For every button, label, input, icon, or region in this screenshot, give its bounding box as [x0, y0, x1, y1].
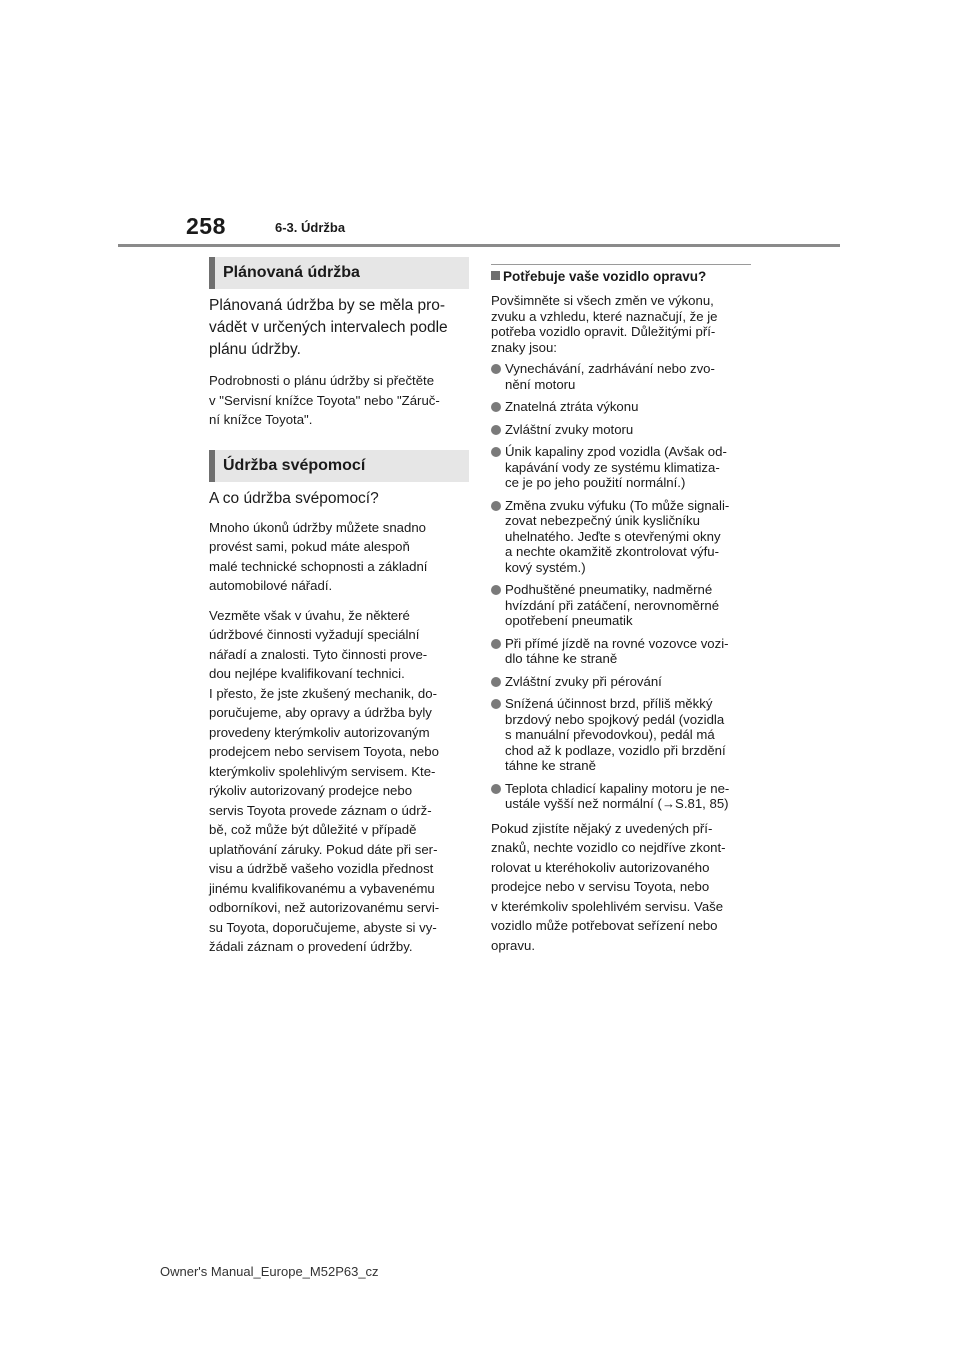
repair-intro: Povšimněte si všech změn ve výkonu, zvuku a vzhledu, které naznačují, že je potřeba vozidlo opravit. Důležitými pří- znaky jsou:: [491, 293, 718, 355]
subheading-divider: [491, 264, 751, 265]
subheading-repair: [491, 268, 751, 286]
list-item: [491, 498, 751, 576]
right-column: [491, 264, 751, 955]
circle-bullet-icon: [491, 677, 501, 687]
self-maintenance-para1: Mnoho úkonů údržby můžete snadno provést sami, pokud máte alespoň malé technické schopnosti a základní automobilové nářadí.: [209, 519, 428, 593]
list-item-text: Snížená účinnost brzd, příliš měkký brzdový nebo spojkový pedál (vozidla s manuální převodovkou), pedál má chod až k podlaze, vozidlo při brzdění táhne ke straně: [505, 696, 726, 773]
list-item-text: Podhuštěné pneumatiky, nadměrné hvízdání při zatáčení, nerovnoměrné opotřebení pneumatik: [505, 582, 720, 628]
list-item-text: Vynechávání, zadrhávání nebo zvo- nění motoru: [505, 361, 715, 392]
header-divider: [118, 244, 840, 247]
circle-bullet-icon: [491, 585, 501, 595]
page-number: 258: [186, 213, 226, 239]
list-item-text: Při přímé jízdě na rovné vozovce vozi- dlo táhne ke straně: [505, 635, 729, 666]
subheading-repair-text: Potřebuje vaše vozidlo opravu?: [503, 269, 707, 284]
circle-bullet-icon: [491, 364, 501, 374]
heading-self-maintenance: Údržba svépomocí: [209, 450, 469, 482]
circle-bullet-icon: [491, 402, 501, 412]
list-item: [491, 399, 751, 415]
repair-signs-list: [491, 361, 751, 812]
repair-outro: Pokud zjistíte nějaký z uvedených pří- znaků, nechte vozidlo co nejdříve zkont- rolovat u kteréhokoliv autorizovaného prodejce nebo v servisu Toyota, nebo v kterémkoliv spolehlivém servisu. Vaše vozidlo může potřebovat seřízení nebo opravu.: [491, 820, 726, 953]
list-item: [491, 582, 751, 629]
list-item: [491, 696, 751, 774]
list-item: [491, 674, 751, 690]
circle-bullet-icon: [491, 501, 501, 511]
list-item-text: Únik kapaliny zpod vozidla (Avšak od- kapávání vody ze systému klimatiza- ce je po jeho použití normální.): [505, 444, 727, 490]
heading-planned-maintenance: Plánovaná údržba: [209, 257, 469, 289]
square-bullet-icon: [491, 271, 500, 280]
self-maintenance-para2: Vezměte však v úvahu, že některé údržbové činnosti vyžadují speciální nářadí a znalosti. Tyto činnosti prove- dou nejlépe kvalifikovaní technici. I přesto, že jste zkušený mechanik, do- poručujeme, aby opravy a údržba byly provedeny kterýmkoliv autorizovaným prodejcem nebo servisem Toyota, nebo kterýmkoliv spolehlivým servisem. Kte- rýkoliv autorizovaný prodejce nebo servis Toyota provede záznam o údrž- bě, což může být důležité v případě uplatňování záruky. Pokud dáte při ser- visu a údržbě vašeho vozidla přednost jinému kvalifikovanému a vybavenému odborníkovi, než autorizovanému servi- su Toyota, doporučujeme, abyste si vy- žádali záznam o provedení údržby.: [209, 607, 440, 954]
list-item-text: Zvláštní zvuky při pérování: [505, 673, 662, 689]
list-item: [491, 781, 751, 812]
list-item: [491, 422, 751, 438]
planned-maintenance-lead: Plánovaná údržba by se měla pro- vádět v určených intervalech podle plánu údržby.: [209, 297, 448, 358]
list-item-text: Teplota chladicí kapaliny motoru je ne- ustále vyšší než normální (→S.81, 85): [505, 780, 730, 811]
list-item-text: Změna zvuku výfuku (To může signali- zovat nebezpečný únik kysličníku uhelnatého. Jeďte s otevřenými okny a nechte okamžitě zkontrolovat výfu- kový systém.): [505, 497, 730, 575]
circle-bullet-icon: [491, 639, 501, 649]
list-item: [491, 636, 751, 667]
circle-bullet-icon: [491, 699, 501, 709]
list-item: [491, 444, 751, 491]
left-column: [209, 257, 469, 957]
list-item-text: Zvláštní zvuky motoru: [505, 421, 634, 437]
circle-bullet-icon: [491, 425, 501, 435]
self-maintenance-lead: A co údržba svépomocí?: [209, 489, 379, 507]
list-item: [491, 361, 751, 392]
planned-maintenance-details: Podrobnosti o plánu údržby si přečtěte v "Servisní knížce Toyota" nebo "Záruč- ní knížce Toyota".: [209, 373, 440, 427]
footer-manual-id: Owner's Manual_Europe_M52P63_cz: [160, 1264, 379, 1279]
list-item-text: Znatelná ztráta výkonu: [505, 399, 639, 414]
circle-bullet-icon: [491, 447, 501, 457]
circle-bullet-icon: [491, 784, 501, 794]
section-title: 6-3. Údržba: [275, 220, 346, 235]
